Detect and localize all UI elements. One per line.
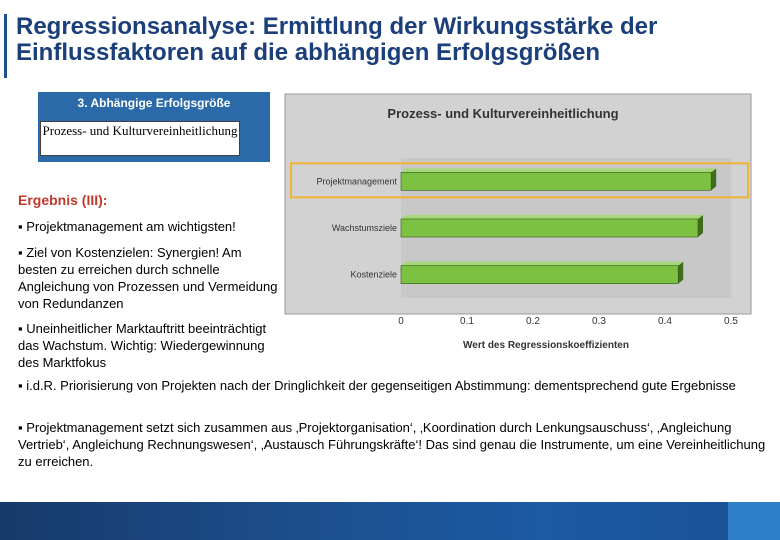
regression-bar-chart	[283, 92, 753, 362]
bar-projektmanagement	[401, 172, 711, 190]
bar-top-projektmanagement	[401, 168, 716, 172]
title-accent-bar	[4, 14, 7, 78]
category-label-wachstumsziele: Wachstumsziele	[331, 223, 397, 233]
bullet-marktauftritt: ▪ Uneinheitlicher Marktauftritt beeinträchtigt das Wachstum. Wichtig: Wiedergewinnung des Marktfokus	[18, 321, 267, 370]
x-tick-label: 0.5	[724, 316, 738, 327]
x-tick-label: 0.4	[658, 316, 672, 327]
bullet-projektmanagement: ▪ Projektmanagement am wichtigsten!	[18, 219, 236, 234]
panel-box: Prozess- und Kulturvereinheitlichung	[40, 121, 240, 156]
x-tick-label: 0	[398, 316, 404, 327]
bullet-priorisierung: ▪ i.d.R. Priorisierung von Projekten nach der Dringlichkeit der gegenseitigen Abstimmung: dementsprechend gute Ergebnisse	[18, 378, 736, 393]
category-label-kostenziele: Kostenziele	[350, 269, 397, 280]
page-title: Regressionsanalyse: Ermittlung der Wirkungsstärke der Einflussfaktoren auf die abhängigen Erfolgsgrößen	[16, 13, 658, 66]
x-axis-label: Wert des Regressionskoeffizienten	[463, 340, 629, 351]
bar-wachstumsziele	[401, 219, 698, 237]
bullet-kostenziele: ▪ Ziel von Kostenzielen: Synergien! Am besten zu erreichen durch schnelle Angleichung von Prozessen und Vermeidung von Redundanzen	[18, 245, 278, 311]
bar-kostenziele	[401, 266, 678, 284]
footer-accent	[728, 502, 780, 540]
category-label-projektmanagement: Projektmanagement	[316, 176, 397, 187]
dependent-variable-panel	[38, 92, 270, 162]
bar-top-wachstumsziele	[401, 215, 703, 219]
footer-band	[0, 502, 780, 540]
bar-top-kostenziele	[401, 262, 683, 266]
chart-title: Prozess- und Kulturvereinheitlichung	[387, 106, 619, 121]
panel-label: 3. Abhängige Erfolgsgröße	[77, 96, 231, 110]
x-tick-label: 0.1	[460, 316, 474, 327]
x-tick-label: 0.2	[526, 316, 540, 327]
x-tick-label: 0.3	[592, 316, 606, 327]
result-heading: Ergebnis (III):	[18, 192, 108, 208]
bullet-instrumente: ▪ Projektmanagement setzt sich zusammen aus ‚Projektorganisation‘, ‚Koordination durch Lenkungsauschuss‘, ‚Angleichung Vertrieb‘, Angleichung Rechnungswesen‘, ‚Austausch Führungskräfte‘! Das sind genau die Instrumente, um eine Vereinheitlichung zu erreichen.	[18, 420, 766, 469]
